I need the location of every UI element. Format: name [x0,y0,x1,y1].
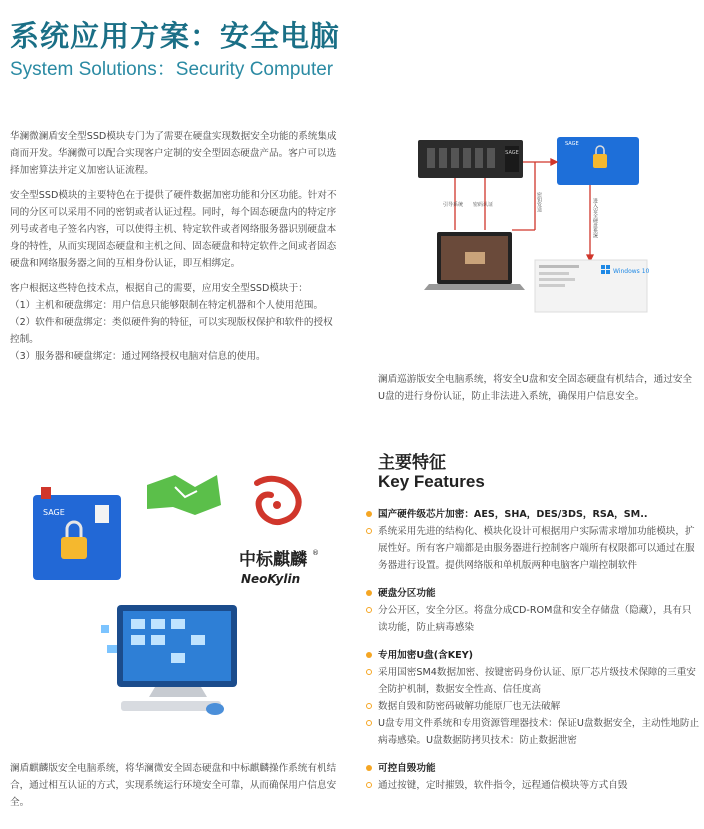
caption-roaming-edition: 澜盾巡游版安全电脑系统，将安全U盘和安全固态硬盘有机结合，通过安全U盘的进行身份认证，防止非法进入系统，确保用户信息安全。 [378,374,693,402]
kylin-illustration [25,465,345,735]
registered-mark: ® [312,549,319,557]
secure-usb-card-image [33,487,121,580]
neokylin-name-cn: 中标麒麟 [239,550,307,570]
key-features-title-cn: 主要特征 [378,453,446,473]
intro-section [10,128,342,365]
feature-heading: 可控自毁功能 [378,763,436,774]
feature-heading: 国产硬件级芯片加密：AES，SHA，DES/3DS，RSA，SM.. [378,509,648,520]
intro-item-1: （1）主机和硬盘绑定：用户信息只能够限制在特定机器和个人使用范围。 [10,300,324,311]
intro-paragraph-3: 客户根据这些特色技术点，根据自己的需要，应用安全型SSD模块于： [10,283,308,294]
feature-heading: 专用加密U盘(含KEY) [378,650,474,661]
page-title: 系统应用方案：安全电脑 [10,19,341,53]
card-brand-label: SAGE [43,508,65,517]
bullet-ring-icon [366,669,372,675]
feature-item: 数据自毁和防密码破解功能原厂也无法破解 [378,701,561,712]
bullet-dot-icon [366,765,372,771]
ssd-brand-label: SAGE [505,150,519,156]
bullet-ring-icon [366,782,372,788]
feature-item: 通过按键，定时摧毁，软件指令，远程通信模块等方式自毁 [378,780,628,791]
feature-item: 分公开区，安全分区。将盘分成CD-ROM盘和安全存储盘（隐藏），具有只读功能，防止病毒感染 [378,605,692,633]
feature-partition [366,585,700,636]
feature-self-destruct [366,760,700,794]
windows-screenshot [535,260,650,312]
bullet-ring-icon [366,703,372,709]
feature-item: 系统采用先进的结构化、模块化设计可根据用户实际需求增加功能模块，扩展性好。所有客户端都是由服务器进行控制客户端所有权限都可以通过在服务器进行设置。提供网络版和单机版两种电脑客户端控制软件 [378,526,695,571]
key-features-title-en: Key Features [378,472,485,491]
security-flow-diagram [415,132,660,317]
label-reference-system: 引导系统 [443,202,464,208]
intro-paragraph-1: 华澜微澜盾安全型SSD模块专门为了需要在硬盘实现数据安全功能的系统集成商而开发。华澜微可以配合实现客户定制的安全型固态硬盘产品。客户可以选择加密算法并定义加密认证流程。 [10,131,337,176]
bullet-dot-icon [366,652,372,658]
bullet-ring-icon [366,528,372,534]
neokylin-name-en: NeoKylin [241,572,301,586]
ssd-module-image [418,140,523,178]
intro-item-2: （2）软件和硬盘绑定：类似硬件狗的特征，可以实现版权保护和软件的授权控制。 [10,317,333,345]
label-key-send: 密钥发送 [536,192,542,212]
windows-label: Windows 10 [613,268,650,275]
usb-drive-image [557,137,639,185]
page-subtitle: System Solutions：Security Computer [10,59,334,80]
label-password-auth: 密码认证 [473,202,494,208]
bullet-ring-icon [366,720,372,726]
computer-monitor-image [101,605,237,715]
caption-kylin-edition: 澜盾麒麟版安全电脑系统，将华澜微安全固态硬盘和中标麒麟操作系统有机结合，通过相互认证的方式，实现系统运行环境安全可靠，从而确保用户信息安全。 [10,763,337,808]
usb-brand-label: SAGE [565,141,579,147]
feature-item: 采用国密SM4数据加密、按键密码身份认证、原厂芯片级技术保障的三重安全防护机制，数据安全性高、信任度高 [378,667,696,695]
handshake-icon [147,475,221,515]
intro-item-3: （3）服务器和硬盘绑定：通过网络授权电脑对信息的使用。 [10,351,266,362]
label-enter-system: 进入安全硬盘系统 [592,198,598,238]
intro-paragraph-2: 安全型SSD模块的主要特色在于提供了硬件数据加密功能和分区功能。针对不同的分区可以采用不同的密钥或者认证过程。同时，每个固态硬盘内的特定序列号或者电子签名内容，可以使得主机、特定软件或者网络服务器识别硬盘本身的特性，从而实现固态硬盘和主机之间、固态硬盘和特定软件之间或者固态硬盘和网络服务器之间的互相身份认证，即互相绑定。 [10,190,337,269]
feature-item: U盘专用文件系统和专用资源管理器技术：保证U盘数据安全，主动性地防止病毒感染。U盘数据防拷贝技术：防止数据泄密 [378,718,700,746]
key-features-list [366,506,700,805]
feature-heading: 硬盘分区功能 [378,588,436,599]
neokylin-logo [239,479,319,586]
feature-hardware-encryption [366,506,700,574]
feature-encrypted-usb [366,647,700,749]
bullet-dot-icon [366,511,372,517]
laptop-image [424,232,525,290]
bullet-dot-icon [366,590,372,596]
bullet-ring-icon [366,607,372,613]
